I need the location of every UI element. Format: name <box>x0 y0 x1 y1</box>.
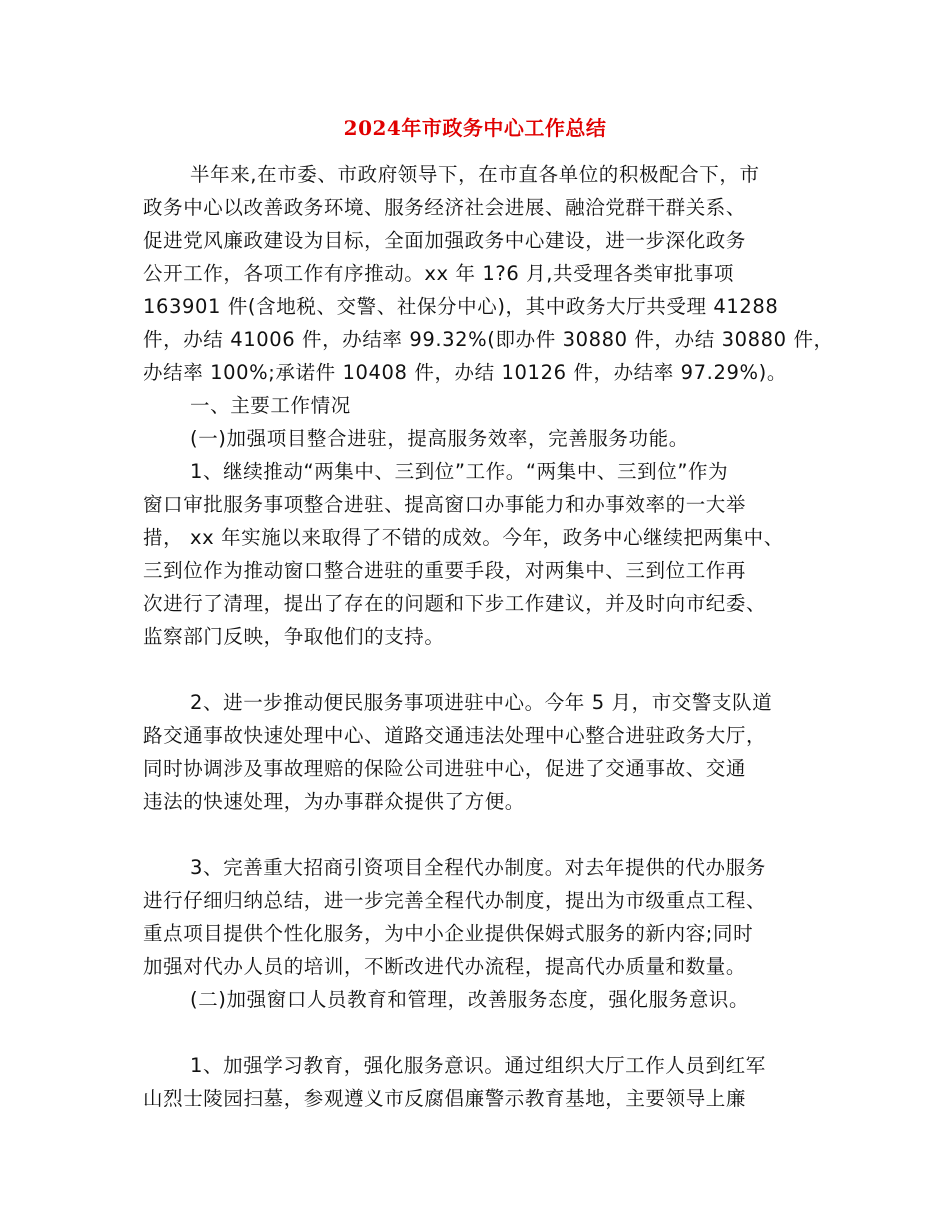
body-line: 违法的快速处理，为办事群众提供了方便。 <box>143 790 525 813</box>
section-heading: 一、主要工作情况 <box>190 394 351 417</box>
body-line: 1、继续推动“两集中、三到位”工作。“两集中、三到位”作为 <box>190 460 729 483</box>
body-line: 路交通事故快速处理中心、道路交通违法处理中心整合进驻政务大厅， <box>143 724 767 747</box>
body-line: 窗口审批服务事项整合进驻、提高窗口办事能力和办事效率的一大举 <box>143 493 747 516</box>
body-line: 重点项目提供个性化服务，为中小企业提供保姆式服务的新内容;同时 <box>143 922 754 945</box>
body-line: 政务中心以改善政务环境、服务经济社会进展、融洽党群干群关系、 <box>143 196 747 219</box>
body-line: 加强对代办人员的培训，不断改进代办流程，提高代办质量和数量。 <box>143 955 747 978</box>
body-line: 次进行了清理，提出了存在的问题和下步工作建议，并及时向市纪委、 <box>143 592 767 615</box>
body-line: 163901 件(含地税、交警、社保分中心)，其中政务大厅共受理 41288 <box>143 295 779 318</box>
body-line: 1、加强学习教育，强化服务意识。通过组织大厅工作人员到红军 <box>190 1054 766 1077</box>
body-line: 措， xx 年实施以来取得了不错的成效。今年，政务中心继续把两集中、 <box>143 526 784 549</box>
subsection-heading: (一)加强项目整合进驻，提高服务效率，完善服务功能。 <box>190 427 689 450</box>
body-line: 半年来,在市委、市政府领导下，在市直各单位的积极配合下，市 <box>190 163 760 186</box>
body-line: 同时协调涉及事故理赔的保险公司进驻中心，促进了交通事故、交通 <box>143 757 747 780</box>
body-line: 三到位作为推动窗口整合进驻的重要手段，对两集中、三到位工作再 <box>143 559 747 582</box>
body-line: 监察部门反映，争取他们的支持。 <box>143 625 445 648</box>
body-line: 山烈士陵园扫墓，参观遵义市反腐倡廉警示教育基地，主要领导上廉 <box>143 1087 747 1110</box>
body-line: 2、进一步推动便民服务事项进驻中心。今年 5 月，市交警支队道 <box>190 691 773 714</box>
body-line: 件，办结 41006 件，办结率 99.32%(即办件 30880 件，办结 30880 件， <box>143 328 834 351</box>
body-line: 办结率 100%;承诺件 10408 件，办结 10126 件，办结率 97.29%)。 <box>143 361 787 384</box>
subsection-heading: (二)加强窗口人员教育和管理，改善服务态度，强化服务意识。 <box>190 988 750 1011</box>
body-line: 公开工作，各项工作有序推动。xx 年 1?6 月,共受理各类审批事项 <box>143 262 734 285</box>
body-line: 3、完善重大招商引资项目全程代办制度。对去年提供的代办服务 <box>190 856 766 879</box>
document-title: 2024年市政务中心工作总结 <box>343 116 607 140</box>
body-line: 促进党风廉政建设为目标，全面加强政务中心建设，进一步深化政务 <box>143 229 747 252</box>
body-line: 进行仔细归纳总结，进一步完善全程代办制度，提出为市级重点工程、 <box>143 889 767 912</box>
